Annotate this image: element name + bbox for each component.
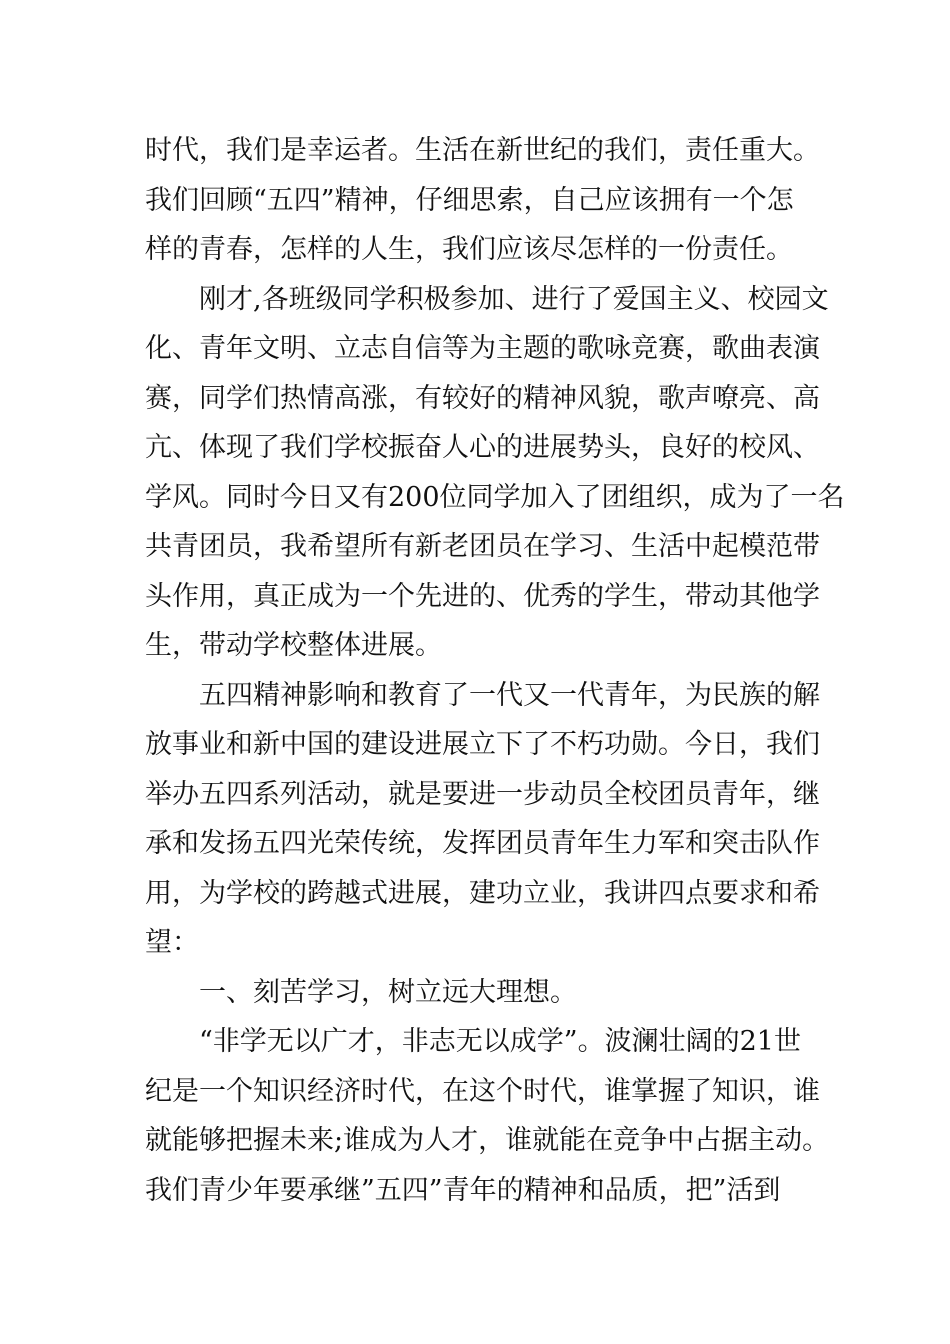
text-line: 学风。同时今日又有200位同学加入了团组织，成为了一名 [145,481,845,513]
text-line: 生，带动学校整体进展。 [145,630,442,661]
text-line: 亢、体现了我们学校振奋人心的进展势头，良好的校风、 [145,432,820,463]
text-line: 时代，我们是幸运者。生活在新世纪的我们，责任重大。 [145,135,820,166]
text-line: 样的青春，怎样的人生，我们应该尽怎样的一份责任。 [145,234,793,265]
text-line: 我们青少年要承继”五四”青年的精神和品质，把”活到 [145,1174,781,1206]
text-line: 望： [145,927,199,958]
paragraph [145,1017,830,1215]
text-line: 一、刻苦学习，树立远大理想。 [199,976,577,1008]
text-line: 五四精神影响和教育了一代又一代青年，为民族的解 [199,679,820,711]
text-line: 我们回顾“五四”精神，仔细思索，自己应该拥有一个怎 [145,184,794,216]
text-line: 就能够把握未来;谁成为人才，谁就能在竞争中占据主动。 [145,1125,830,1156]
text-line: “非学无以广才，非志无以成学”。波澜壮阔的21世 [199,1026,801,1057]
text-line: 放事业和新中国的建设进展立下了不朽功勋。今日，我们 [145,729,820,760]
text-line: 头作用，真正成为一个先进的、优秀的学生，带动其他学 [145,580,820,612]
text-line: 刚才,各班级同学积极参加、进行了爱国主义、校园文 [199,283,829,315]
section-heading [145,968,815,1018]
paragraph [145,126,820,275]
paragraph [145,671,820,968]
text-line: 纪是一个知识经济时代，在这个时代，谁掌握了知识，谁 [145,1075,820,1107]
text-line: 共青团员，我希望所有新老团员在学习、生活中起模范带 [145,531,820,562]
text-line: 承和发扬五四光荣传统，发挥团员青年生力军和突击队作 [145,828,820,859]
text-line: 用，为学校的跨越式进展，建功立业，我讲四点要求和希 [145,877,820,909]
body-text [145,126,845,1215]
text-line: 赛，同学们热情高涨，有较好的精神风貌，歌声嘹亮、高 [145,382,820,414]
paragraph [145,275,845,671]
text-line: 举办五四系列活动，就是要进一步动员全校团员青年，继 [145,778,820,810]
text-line: 化、青年文明、立志自信等为主题的歌咏竞赛，歌曲表演 [145,333,820,364]
